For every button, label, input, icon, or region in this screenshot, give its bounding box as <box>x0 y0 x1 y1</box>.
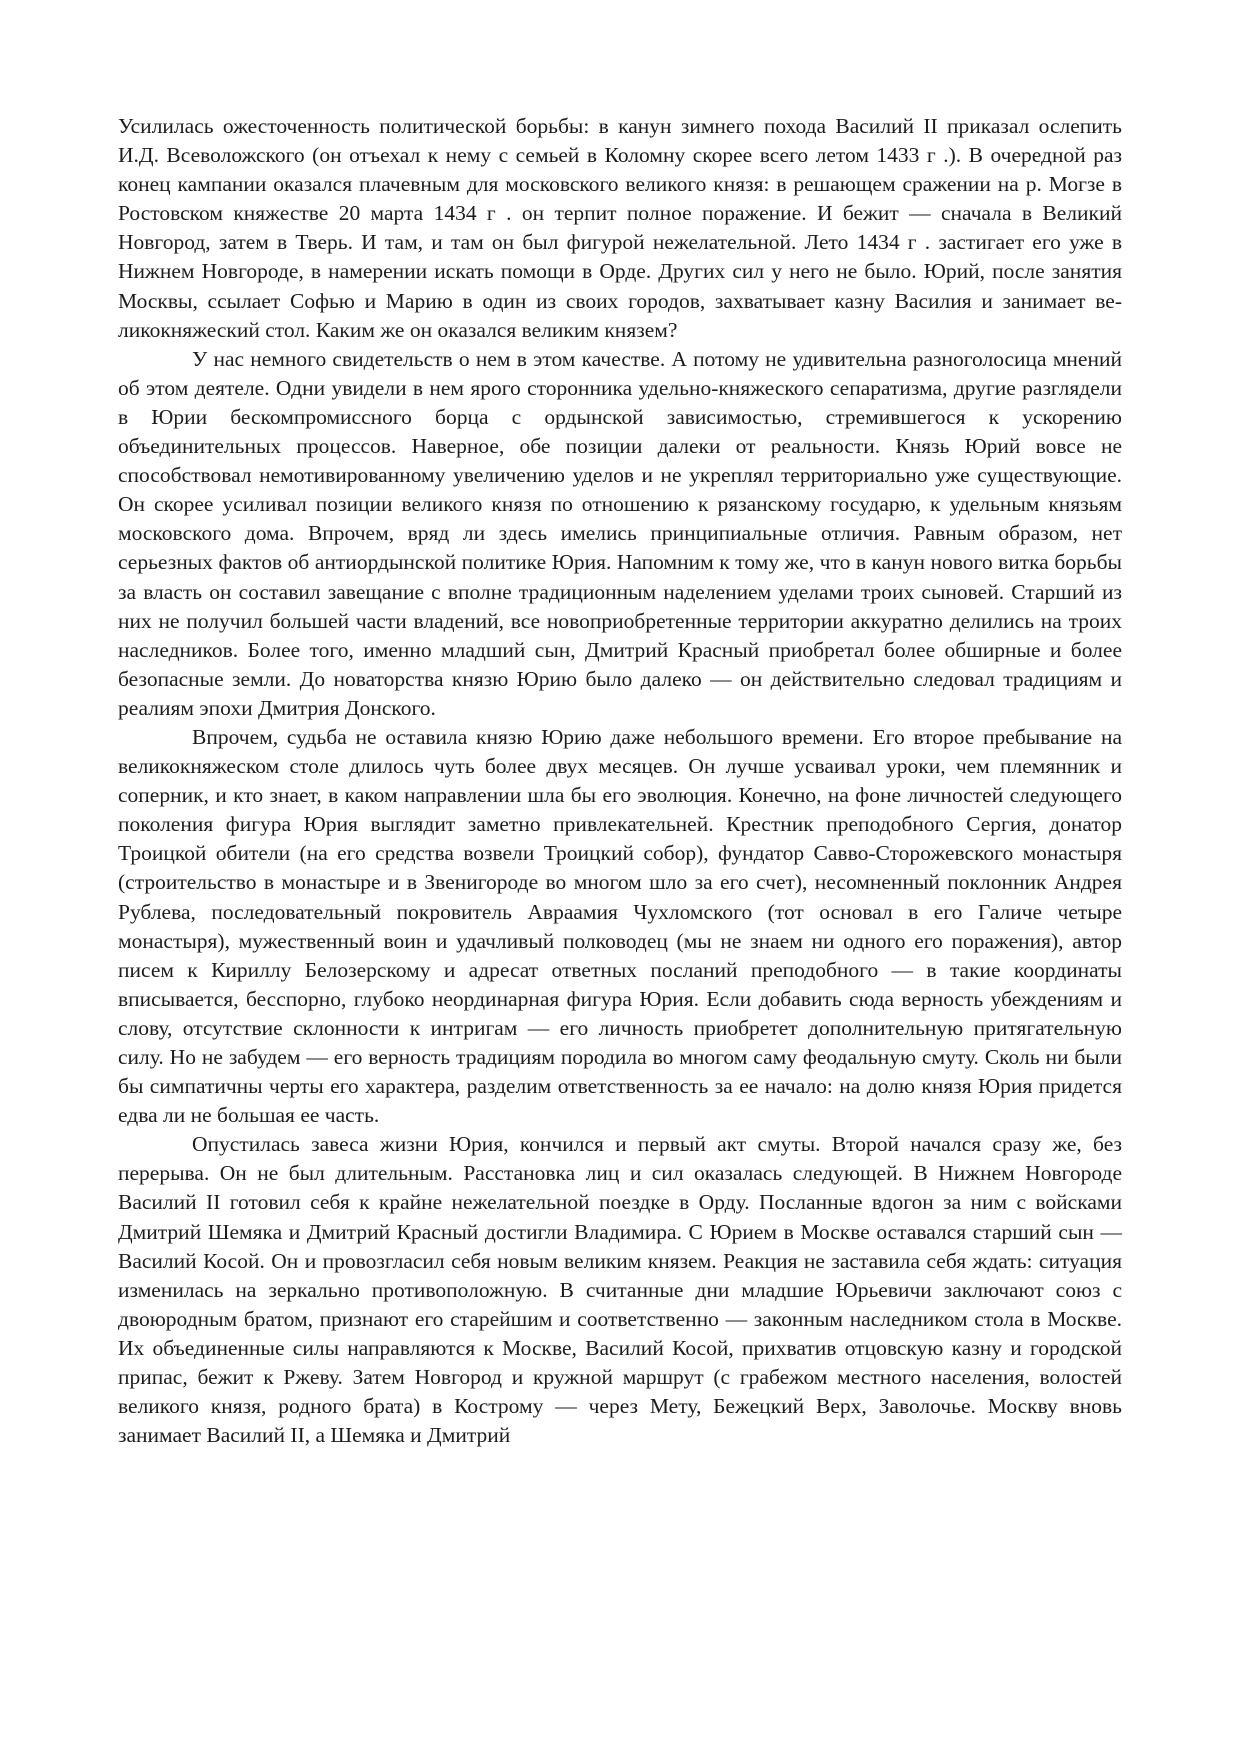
paragraph-2: У нас немного свидетельств о нем в этом качестве. А потому не удивительна разноголосица мнений об этом деятеле. Одни увидели в нем ярого сторонника удельно-княжеского сепаратизма, другие разглядели в Юрии бескомпромиссного борца с ордынской зависимостью, стремившегося к ускорению объединительных процессов. Наверное, обе позиции далеки от реальности. Князь Юрий вовсе не способствовал немотивированному увеличению уделов и не укреплял территориально уже существующие. Он скорее усиливал позиции великого князя по отношению к рязанскому государю, к удельным князьям московского дома. Впрочем, вряд ли здесь имелись принципиальные отличия. Равным образом, нет серьезных фактов об антиордынской политике Юрия. Напомним к тому же, что в канун нового витка борьбы за власть он составил завещание с вполне традиционным наделением уделами троих сыновей. Старший из них не получил большей части владений, все новоприобретенные территории аккуратно делились на троих наследников. Более того, именно младший сын, Дмитрий Красный приобретал более обширные и более безопасные земли. До новаторства князю Юрию было далеко — он действительно следовал традициям и реалиям эпохи Дмитрия Донского. <box>118 346 1122 720</box>
paragraph-1: Усилилась ожесточенность политической борьбы: в канун зимнего похода Василий II приказал ослепить И.Д. Всеволожского (он отъехал к нему с семьей в Коломну скорее всего летом 1433 г .). В очередной раз конец кампании оказался плачевным для московского великого князя: в решающем сражении на р. Могзе в Ростовском княжестве 20 марта 1434 г . он терпит полное поражение. И бежит — сначала в Великий Новгород, затем в Тверь. И там, и там он был фигурой нежелательной. Лето 1434 г . застигает его уже в Нижнем Новгороде, в намерении искать помощи в Орде. Других сил у него не было. Юрий, после занятия Москвы, ссылает Софью и Марию в один из своих городов, захватывает казну Василия и занимает великокняжеский стол. Каким же он оказался великим князем? <box>118 114 1122 342</box>
document-page <box>118 112 1122 1450</box>
paragraph-3: Впрочем, судьба не оставила князю Юрию даже небольшого времени. Его второе пребывание на великокняжеском столе длилось чуть более двух месяцев. Он лучше усваивал уроки, чем племянник и соперник, и кто знает, в каком направлении шла бы его эволюция. Конечно, на фоне личностей следующего поколения фигура Юрия выглядит заметно привлекательней. Крестник преподобного Сергия, донатор Троицкой обители (на его средства возвели Троицкий собор), фундатор Савво-Сторожевского монастыря (строительство в монастыре и в Звенигороде во многом шло за его счет), несомненный поклонник Андрея Рублева, последовательный покровитель Авраамия Чухломского (тот основал в его Галиче четыре монастыря), мужественный воин и удачливый полководец (мы не знаем ни одного его поражения), автор писем к Кириллу Белозерскому и адресат ответных посланий преподобного — в такие координаты вписывается, бесспорно, глубоко неординарная фигура Юрия. Если добавить сюда верность убеждениям и слову, отсутствие склонности к интригам — его личность приобретет дополнительную притягательную силу. Но не забудем — его верность традициям породила во многом саму феодальную смуту. Сколь ни были бы симпатичны черты его характера, разделим ответственность за ее начало: на долю князя Юрия придется едва ли не большая ее часть. <box>118 724 1122 1128</box>
paragraph-4: Опустилась завеса жизни Юрия, кончился и первый акт смуты. Второй начался сразу же, без перерыва. Он не был длительным. Расстановка лиц и сил оказалась следующей. В Нижнем Новгороде Василий II готовил себя к крайне нежелательной поездке в Орду. Посланные вдогон за ним с войсками Дмитрий Шемяка и Дмитрий Красный достигли Владимира. С Юрием в Москве оставался старший сын — Василий Косой. Он и провозгласил себя новым великим князем. Реакция не заставила себя ждать: ситуация изменилась на зеркально противоположную. В считанные дни младшие Юрьевичи заключают союз с двоюродным братом, признают его старейшим и соответственно — законным наследником стола в Москве. Их объединенные силы направляются к Москве, Василий Косой, прихватив отцовскую казну и городской припас, бежит к Ржеву. Затем Новгород и кружной маршрут (с грабежом местного населения, волостей великого князя, родного брата) в Кострому — через Мету, Бежецкий Верх, Заволочье. Москву вновь занимает Василий II, а Шемяка и Дмитрий <box>118 1132 1122 1448</box>
